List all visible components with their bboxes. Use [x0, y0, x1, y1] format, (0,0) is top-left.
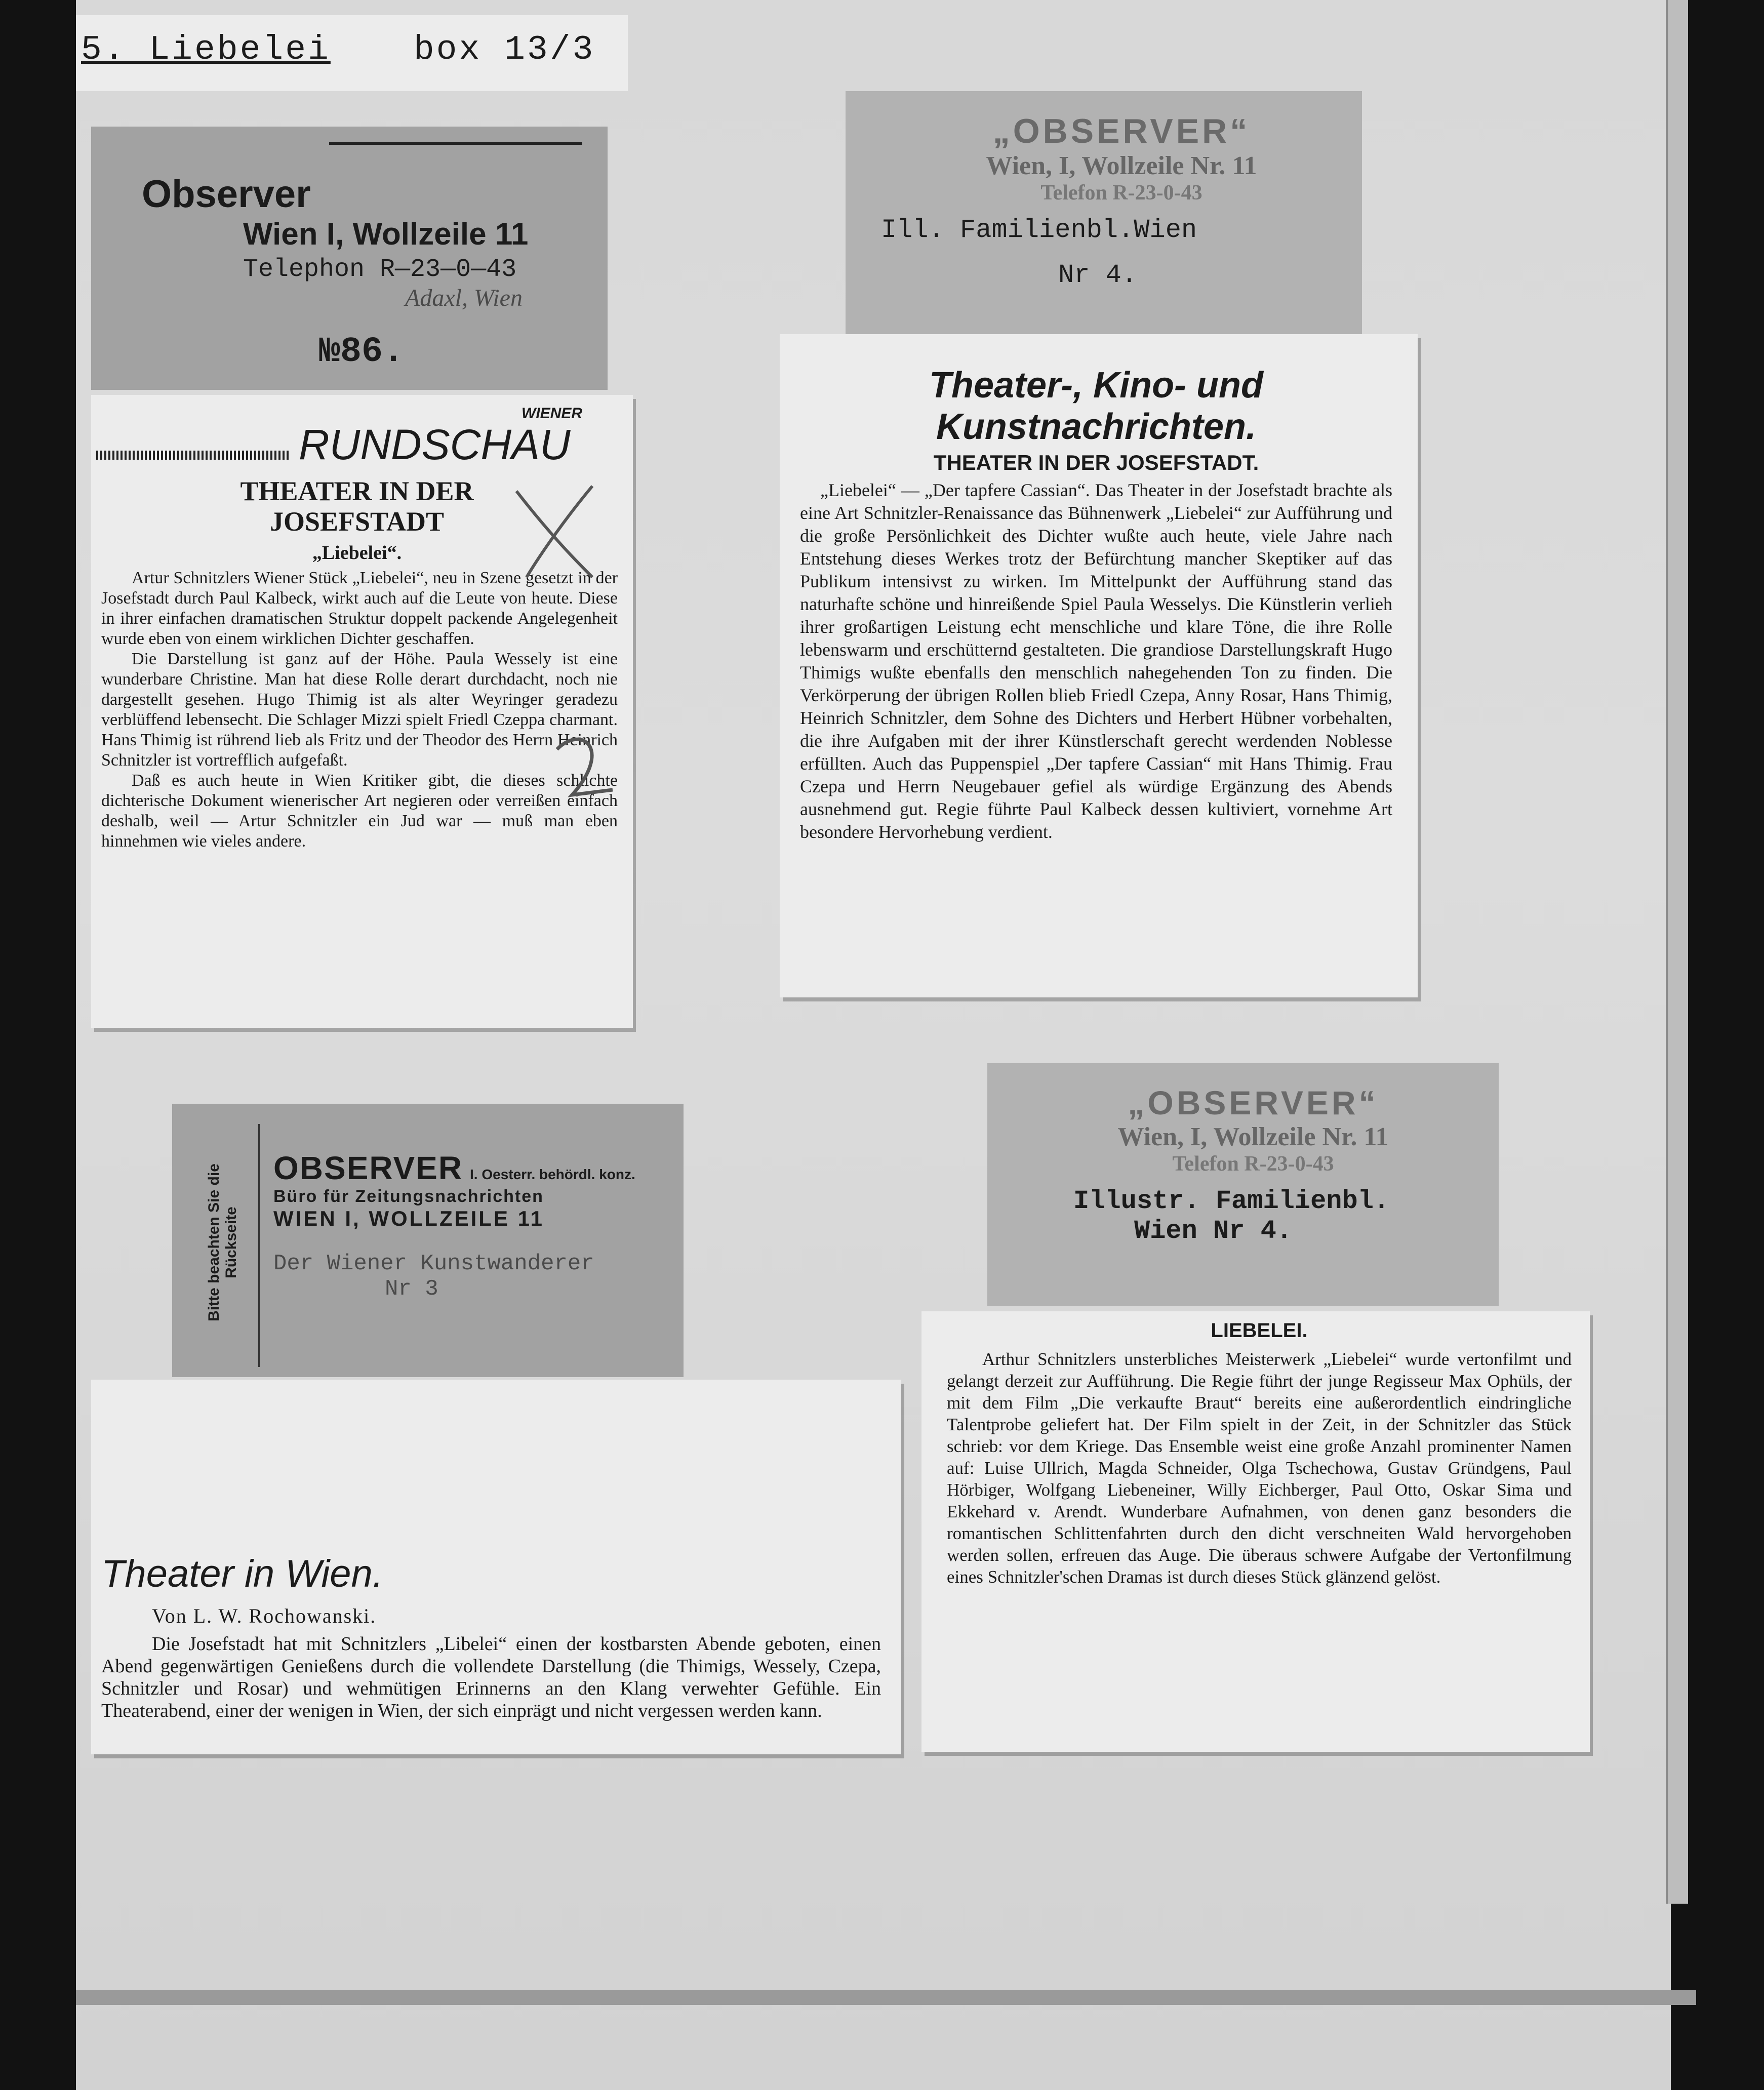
article-body: Arthur Schnitzlers unsterbliches Meisterwerk „Liebelei“ wurde vertonfilmt und gelangt derzeit zur Aufführung. Die Regie führt der junge Regisseur Max Ophüls, der mit dem Film „Die verkaufte Braut“ bereits eine außerordentlich eindringliche Talentprobe geliefert hat. Der Film spielt in der Zeit, in der Schnitzler das Stück schrieb: vor dem Kriege. Das Ensemble weist eine große Anzahl prominenter Namen auf: Luise Ullrich, Magda Schneider, Olga Tschechowa, Gustav Gründgens, Paul Hörbiger, Wolfgang Liebeneiner, Willy Eichberger, Paul Otto, Oskar Sima und Ekkehard v. Arendt. Wunderbare Aufnahmen, von denen ganz besonders die romantischen Schlittenfahrten durch den dicht verschneiten Wald hervorgehoben werden sollen, erfreuen das Auge. Die überaus schwere Aufgabe der Vertonfilmung eines Schnitzler'schen Dramas ist durch dieses Stück glänzend gelöst.: [947, 1349, 1572, 1587]
article-subtitle: „Liebelei“.: [312, 542, 402, 564]
article-body: [96, 568, 618, 852]
issue-number: Nr 4.: [1058, 260, 1138, 290]
pencil-mark-x: [506, 476, 608, 587]
slip-rule: [329, 142, 582, 145]
source-paper: Der Wiener Kunstwanderer: [273, 1251, 594, 1276]
article-body: Die Josefstadt hat mit Schnitzlers „Libelei“ einen der kostbarsten Abende geboten, einen Abend gegenwärtigen Genießens durch die vollendete Darstellung (die Thimigs, Wessely, Czepa, Schnitzler und Rosar) und wehmütigen Erinnerns an den Klang verwehter Gefühle. Ein Theaterabend, einer der wenigen in Wien, der sich einprägt und nicht vergessen werden kann.: [101, 1633, 881, 1721]
folder-title: 5. Liebelei: [81, 30, 331, 69]
observer-address: WIEN I, WOLLZEILE 11: [273, 1207, 545, 1230]
observer-name: OBSERVER: [273, 1150, 463, 1186]
observer-slip-3: [846, 91, 1362, 334]
observer-phone: Telefon R-23-0-43: [1040, 181, 1202, 205]
paragraph: Daß es auch heute in Wien Kritiker gibt, die dieses schlichte dichterische Dokument wienerischer Art negieren oder verreißen einfach deshalb, weil — Artur Schnitzler ein Jud war — muß man eben hinnehmen wie vieles andere.: [101, 771, 618, 851]
issue-number: Nr 3: [385, 1276, 438, 1302]
paragraph: Die Darstellung ist ganz auf der Höhe. Paula Wessely ist eine wunderbare Christine. Man hat diese Rolle derart durchdacht, noch nie dargestellt gesehen. Hugo Thimig ist als alter Weyringer geradezu verblüffend lebensecht. Die Schlager Mizzi spielt Friedl Czeppa charmant. Hans Thimig ist rührend lieb als Fritz und der Theodor des Herrn Heinrich Schnitzler ist vortrefflich aufgefaßt.: [101, 650, 618, 770]
masthead-small: WIENER: [522, 405, 582, 422]
header-label: [76, 15, 628, 91]
side-text: Bitte beachten Sie die Rückseite: [206, 1163, 239, 1321]
observer-slip-1: [91, 127, 608, 390]
article-title: Theater in Wien.: [101, 1552, 383, 1595]
observer-name: „OBSERVER“: [1128, 1084, 1379, 1121]
observer-office: Büro für Zeitungsnachrichten: [273, 1187, 544, 1206]
liebelei-film-clipping: [921, 1311, 1590, 1752]
masthead-title: RUNDSCHAU: [299, 421, 571, 468]
observer-phone: Telephon R—23—0—43: [243, 255, 517, 284]
issue-number: Wien Nr 4.: [1134, 1216, 1293, 1246]
observer-name: Observer: [142, 173, 311, 216]
observer-slip-5: [172, 1104, 684, 1377]
article-byline: Von L. W. Rochowanski.: [152, 1604, 377, 1627]
source-paper: Illustr. Familienbl.: [1073, 1186, 1390, 1216]
observer-address: Wien, I, Wollzeile Nr. 11: [986, 151, 1257, 180]
observer-phone: Telefon R-23-0-43: [1172, 1152, 1334, 1176]
source-paper: Ill. Familienbl.Wien: [881, 215, 1197, 245]
kunstnachrichten-clipping: [780, 334, 1418, 997]
observer-slip-6: [987, 1063, 1499, 1306]
observer-address: Wien, I, Wollzeile Nr. 11: [1117, 1122, 1389, 1151]
observer-name: „OBSERVER“: [992, 112, 1251, 150]
masthead-rule: [96, 451, 289, 460]
article-title-1: Theater-, Kino- und: [929, 365, 1263, 406]
page-bottom-edge: [76, 1990, 1696, 2005]
source-stamp: Adaxl, Wien: [405, 285, 523, 311]
box-number: box 13/3: [413, 30, 595, 69]
observer-tag: I. Oesterr. behördl. konz.: [470, 1167, 635, 1182]
observer-address: Wien I, Wollzeile 11: [243, 217, 529, 252]
article-subtitle: THEATER IN DER JOSEFSTADT.: [933, 451, 1259, 474]
theater-in-wien-clipping: [91, 1380, 901, 1754]
masthead: [96, 405, 618, 471]
article-title-1: THEATER IN DER: [240, 476, 474, 506]
article-title: LIEBELEI.: [1211, 1319, 1308, 1342]
slip-number: №86.: [319, 332, 405, 372]
paragraph: Artur Schnitzlers Wiener Stück „Liebelei“, neu in Szene gesetzt in der Josefstadt durch Paul Kalbeck, wirkt auch auf die Leute von heute. Diese in ihrer einfachen dramatischen Struktur doppelt packende Angelegenheit wurde eben von einem wirklichen Dichter geschaffen.: [101, 569, 618, 648]
article-body: „Liebelei“ — „Der tapfere Cassian“. Das Theater in der Josefstadt brachte als eine Art Schnitzler-Renaissance das Bühnenwerk „Liebelei“ zur Aufführung und die große Persönlichkeit des Dichter wußte auch heute, viele Jahre nach Entstehung dieses Werkes trotz der Befürchtung mancher Skeptiker auf das Publikum intensivst zu wirken. Im Mittelpunkt der Aufführung stand das naturhafte schöne und hinreißende Spiel Paula Wesselys. Die Künstlerin verlieh ihrer großartigen Leistung echt menschliche und klare Töne, die ihre Rolle lebenswarm und erschütternd gestalteten. Die grandiose Darstellungskraft Hugo Thimigs wußte ebenfalls den menschlich nahegehenden Ton zu finden. Die Verkörperung der übrigen Rollen blieb Friedl Czepa, Anny Rosar, Hans Thimig, Heinrich Schnitzler, dem Sohne des Dichters und Herbert Hübner vorbehalten, die ihre Aufgaben mit der ihrer Künstlerschaft gerecht werdenden Noblesse erfüllten. Auch das Puppenspiel „Der tapfere Cassian“ mit Hans Thimig. Frau Czepa und Herrn Neugebauer gefiel als würdige Ergänzung des Abends ausnehmend gut. Regie führte Paul Kalbeck dessen kultiviert, vornehme Art besondere Hervorhebung verdient.: [800, 480, 1392, 842]
page-edge: [1666, 0, 1688, 1904]
pencil-mark-2: [542, 729, 623, 810]
article-title-2: Kunstnachrichten.: [936, 407, 1257, 447]
side-divider: [258, 1124, 260, 1367]
article-title-2: JOSEFSTADT: [269, 506, 445, 537]
